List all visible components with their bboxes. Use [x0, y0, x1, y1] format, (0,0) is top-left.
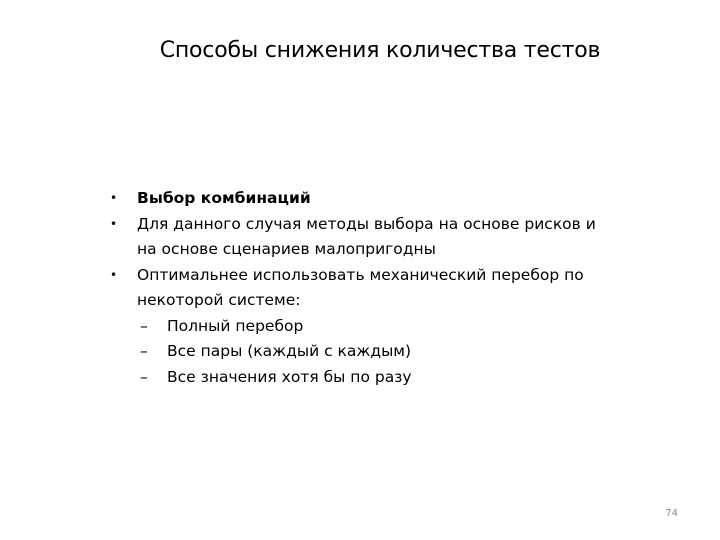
- sub-bullet-text: Полный перебор: [167, 316, 304, 335]
- sub-bullet-item: [110, 365, 610, 391]
- bullet-item: [110, 263, 610, 314]
- bullet-text: Оптимальнее использовать механический перебор по некоторой системе:: [137, 265, 584, 309]
- bullet-item: [110, 212, 610, 263]
- bullet-dot-icon: •: [110, 267, 118, 282]
- sub-bullet-text: Все пары (каждый с каждым): [167, 342, 412, 360]
- dash-icon: –: [140, 342, 148, 360]
- page-number: 74: [665, 508, 678, 519]
- bullet-text: Для данного случая методы выбора на основе рисков и на основе сценариев малопригодны: [137, 214, 596, 258]
- slide-title: Способы снижения количества тестов: [159, 38, 601, 63]
- dash-icon: –: [140, 316, 148, 335]
- slide-content: [110, 186, 610, 390]
- sub-bullet-text: Все значения хотя бы по разу: [167, 367, 412, 386]
- sub-bullet-item: [110, 314, 610, 340]
- sub-bullet-item: [110, 339, 610, 365]
- bullet-item: [110, 186, 610, 212]
- dash-icon: –: [140, 367, 148, 386]
- bullet-dot-icon: •: [110, 216, 118, 231]
- bullet-dot-icon: •: [110, 191, 118, 205]
- bullet-text: Выбор комбинаций: [137, 189, 311, 207]
